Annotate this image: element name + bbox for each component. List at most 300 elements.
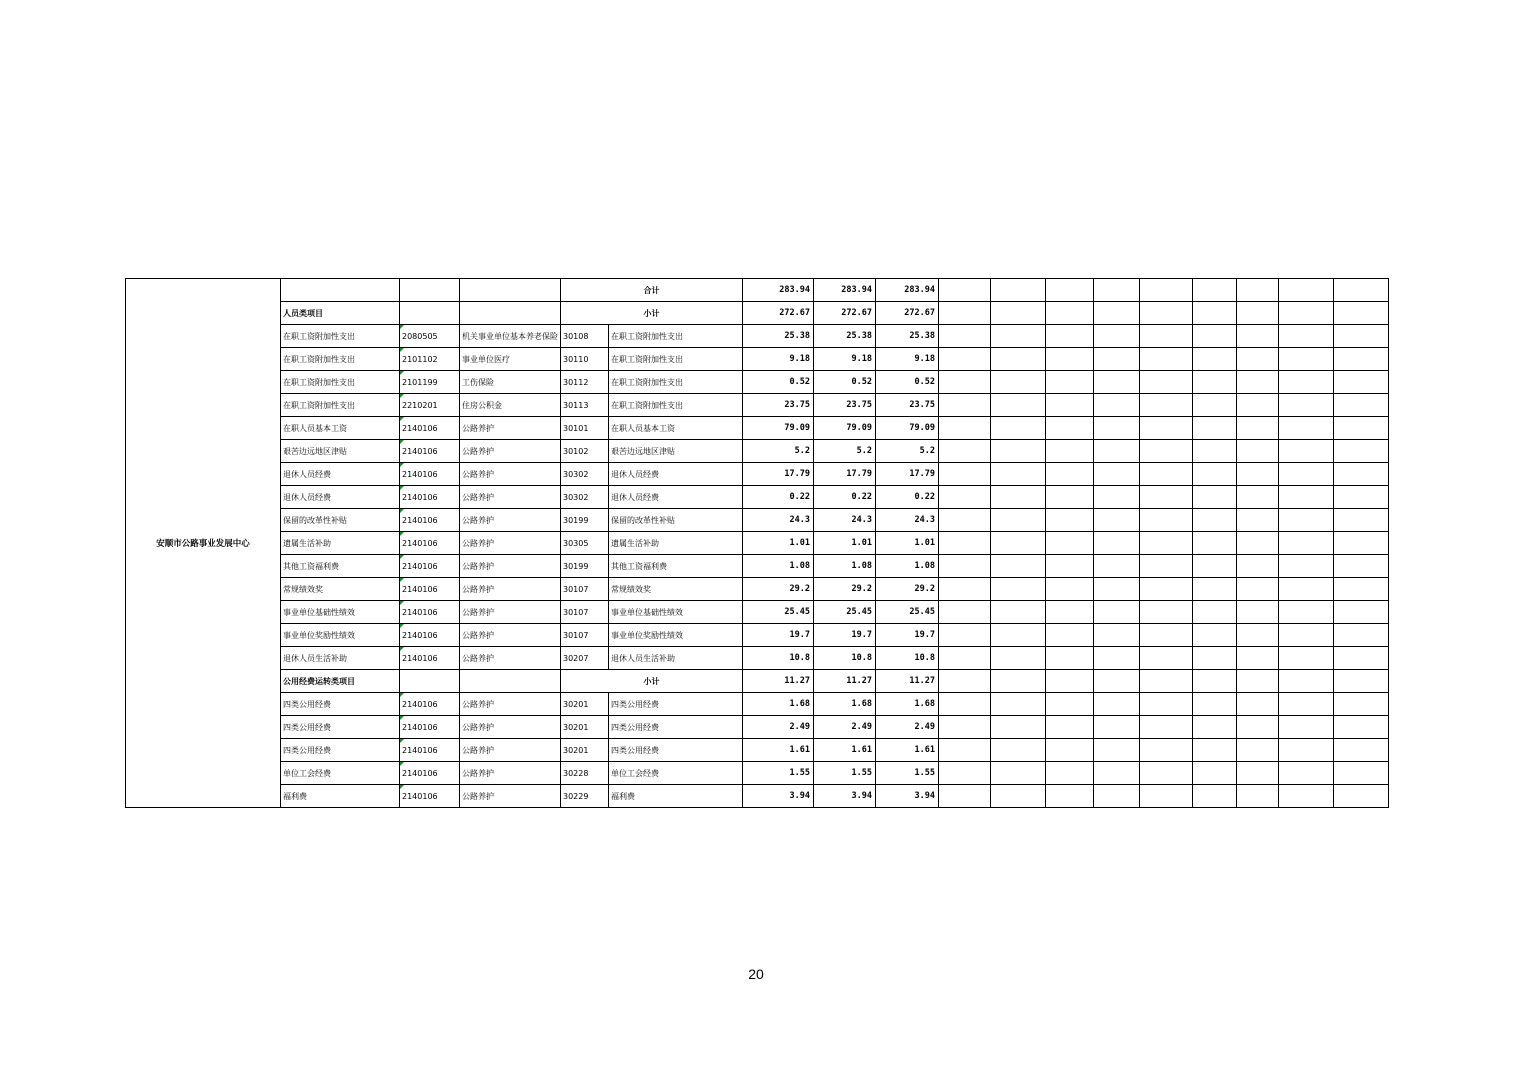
empty-cell [1094, 394, 1140, 417]
value-1: 10.8 [743, 647, 814, 670]
econ-code: 30302 [561, 486, 609, 509]
econ-name: 事业单位基础性绩效 [609, 601, 743, 624]
empty-cell [939, 440, 991, 463]
econ-name: 四类公用经费 [609, 693, 743, 716]
value-1: 9.18 [743, 348, 814, 371]
econ-name: 艰苦边远地区津贴 [609, 440, 743, 463]
empty-cell [1140, 394, 1193, 417]
func-name: 工伤保险 [460, 371, 561, 394]
value-3: 10.8 [876, 647, 939, 670]
empty-cell [1094, 440, 1140, 463]
func-name: 公路养护 [460, 716, 561, 739]
econ-name: 保留的改革性补贴 [609, 509, 743, 532]
empty-cell [991, 371, 1046, 394]
empty-cell [1237, 716, 1279, 739]
empty-cell [1046, 624, 1094, 647]
value-2: 3.94 [814, 785, 876, 808]
empty-cell [1094, 325, 1140, 348]
empty-cell [1334, 601, 1389, 624]
page-number: 20 [748, 966, 764, 982]
empty-cell [1334, 532, 1389, 555]
econ-name: 在职工资附加性支出 [609, 348, 743, 371]
empty-cell [1237, 279, 1279, 302]
empty-cell [991, 693, 1046, 716]
item-name: 事业单位基础性绩效 [281, 601, 400, 624]
personnel-value-3: 272.67 [876, 302, 939, 325]
empty-cell [1094, 279, 1140, 302]
empty-cell [991, 509, 1046, 532]
func-code: 2210201 [400, 394, 460, 417]
econ-name: 在职工资附加性支出 [609, 371, 743, 394]
empty-cell [939, 302, 991, 325]
item-name: 四类公用经费 [281, 693, 400, 716]
value-1: 1.08 [743, 555, 814, 578]
total-row [126, 279, 1389, 302]
value-2: 5.2 [814, 440, 876, 463]
item-name: 遗属生活补助 [281, 532, 400, 555]
value-1: 24.3 [743, 509, 814, 532]
empty-cell [991, 716, 1046, 739]
item-name: 保留的改革性补贴 [281, 509, 400, 532]
empty-cell [1140, 348, 1193, 371]
empty-cell [1193, 486, 1237, 509]
empty-cell [1334, 785, 1389, 808]
empty-cell [1094, 647, 1140, 670]
empty-cell [1094, 463, 1140, 486]
item-name: 退休人员经费 [281, 463, 400, 486]
value-3: 3.94 [876, 785, 939, 808]
empty-cell [939, 509, 991, 532]
empty-cell [1140, 279, 1193, 302]
empty-cell [1140, 486, 1193, 509]
empty-cell [1334, 555, 1389, 578]
empty-cell [1046, 716, 1094, 739]
personnel-subtotal-label: 小计 [561, 302, 743, 325]
func-code-cell [400, 670, 460, 693]
econ-name: 在职工资附加性支出 [609, 325, 743, 348]
total-value-3: 283.94 [876, 279, 939, 302]
empty-cell [991, 578, 1046, 601]
empty-cell [1334, 463, 1389, 486]
empty-cell [1193, 348, 1237, 371]
func-code: 2140106 [400, 647, 460, 670]
empty-cell [1279, 785, 1334, 808]
empty-cell [1094, 601, 1140, 624]
empty-cell [939, 670, 991, 693]
empty-cell [1334, 647, 1389, 670]
empty-cell [1193, 762, 1237, 785]
table-row [126, 624, 1389, 647]
func-name: 公路养护 [460, 532, 561, 555]
empty-cell [1094, 578, 1140, 601]
value-3: 19.7 [876, 624, 939, 647]
item-name: 单位工会经费 [281, 762, 400, 785]
func-code: 2140106 [400, 555, 460, 578]
empty-cell [991, 348, 1046, 371]
empty-cell [1046, 348, 1094, 371]
empty-cell [1279, 670, 1334, 693]
empty-cell [1279, 463, 1334, 486]
empty-cell [1334, 348, 1389, 371]
func-code: 2140106 [400, 578, 460, 601]
value-1: 19.7 [743, 624, 814, 647]
func-name: 公路养护 [460, 601, 561, 624]
econ-code: 30305 [561, 532, 609, 555]
econ-name: 福利费 [609, 785, 743, 808]
value-1: 23.75 [743, 394, 814, 417]
empty-cell [1334, 578, 1389, 601]
empty-cell [939, 716, 991, 739]
empty-cell [939, 739, 991, 762]
empty-cell [1094, 509, 1140, 532]
empty-cell [1046, 647, 1094, 670]
func-code: 2140106 [400, 762, 460, 785]
item-name: 艰苦边远地区津贴 [281, 440, 400, 463]
table-row [126, 509, 1389, 532]
empty-cell [1193, 785, 1237, 808]
econ-name: 退休人员生活补助 [609, 647, 743, 670]
value-2: 0.22 [814, 486, 876, 509]
empty-cell [1237, 302, 1279, 325]
func-name: 公路养护 [460, 739, 561, 762]
table-row [126, 785, 1389, 808]
empty-cell [1193, 509, 1237, 532]
empty-cell [1237, 417, 1279, 440]
value-3: 17.79 [876, 463, 939, 486]
econ-name: 退休人员经费 [609, 486, 743, 509]
empty-cell [1046, 762, 1094, 785]
value-3: 1.01 [876, 532, 939, 555]
value-2: 1.61 [814, 739, 876, 762]
value-2: 1.68 [814, 693, 876, 716]
empty-cell [1046, 532, 1094, 555]
empty-cell [1046, 670, 1094, 693]
empty-cell [1193, 670, 1237, 693]
item-name: 在职工资附加性支出 [281, 394, 400, 417]
empty-cell [1046, 394, 1094, 417]
func-code: 2140106 [400, 716, 460, 739]
public-subtotal-row [126, 670, 1389, 693]
empty-cell [991, 739, 1046, 762]
empty-cell [1094, 532, 1140, 555]
empty-cell [1094, 624, 1140, 647]
value-3: 24.3 [876, 509, 939, 532]
econ-name: 常规绩效奖 [609, 578, 743, 601]
empty-cell [1140, 302, 1193, 325]
econ-code: 30101 [561, 417, 609, 440]
econ-code: 30228 [561, 762, 609, 785]
func-code: 2140106 [400, 417, 460, 440]
empty-cell [939, 647, 991, 670]
empty-cell [939, 348, 991, 371]
empty-cell [1237, 578, 1279, 601]
empty-cell [1279, 371, 1334, 394]
econ-name: 四类公用经费 [609, 716, 743, 739]
empty-cell [991, 486, 1046, 509]
econ-code: 30107 [561, 578, 609, 601]
empty-cell [1140, 532, 1193, 555]
value-1: 5.2 [743, 440, 814, 463]
empty-cell [991, 785, 1046, 808]
empty-cell [1279, 532, 1334, 555]
func-name: 公路养护 [460, 647, 561, 670]
public-value-2: 11.27 [814, 670, 876, 693]
value-2: 2.49 [814, 716, 876, 739]
empty-cell [1193, 302, 1237, 325]
value-3: 1.68 [876, 693, 939, 716]
value-1: 79.09 [743, 417, 814, 440]
empty-cell [1279, 739, 1334, 762]
value-3: 9.18 [876, 348, 939, 371]
value-2: 79.09 [814, 417, 876, 440]
empty-cell [1193, 463, 1237, 486]
empty-cell [1094, 555, 1140, 578]
empty-cell [1046, 302, 1094, 325]
empty-cell [1279, 647, 1334, 670]
empty-cell [1140, 739, 1193, 762]
econ-name: 事业单位奖励性绩效 [609, 624, 743, 647]
func-name: 公路养护 [460, 463, 561, 486]
empty-cell [991, 601, 1046, 624]
empty-cell [1046, 440, 1094, 463]
func-name: 公路养护 [460, 762, 561, 785]
empty-cell [1334, 670, 1389, 693]
empty-cell [1046, 371, 1094, 394]
empty-cell [1140, 693, 1193, 716]
econ-code: 30107 [561, 624, 609, 647]
empty-cell [991, 762, 1046, 785]
empty-cell [1237, 670, 1279, 693]
func-name: 公路养护 [460, 624, 561, 647]
empty-cell [1334, 716, 1389, 739]
item-name: 退休人员经费 [281, 486, 400, 509]
empty-cell [1334, 279, 1389, 302]
empty-cell [1046, 417, 1094, 440]
econ-name: 遗属生活补助 [609, 532, 743, 555]
value-3: 0.22 [876, 486, 939, 509]
empty-cell [1046, 463, 1094, 486]
empty-cell [939, 279, 991, 302]
value-3: 23.75 [876, 394, 939, 417]
value-1: 1.68 [743, 693, 814, 716]
econ-code: 30201 [561, 739, 609, 762]
empty-cell [1193, 739, 1237, 762]
econ-name: 在职工资附加性支出 [609, 394, 743, 417]
empty-cell [1193, 716, 1237, 739]
empty-cell [1140, 463, 1193, 486]
empty-cell [1279, 394, 1334, 417]
empty-cell [1193, 555, 1237, 578]
econ-name: 在职人员基本工资 [609, 417, 743, 440]
empty-cell [1046, 578, 1094, 601]
empty-cell [1279, 279, 1334, 302]
empty-cell [1193, 601, 1237, 624]
empty-cell [1094, 348, 1140, 371]
func-code: 2140106 [400, 624, 460, 647]
empty-cell [991, 417, 1046, 440]
func-code: 2101199 [400, 371, 460, 394]
empty-cell [1279, 601, 1334, 624]
value-3: 25.38 [876, 325, 939, 348]
empty-cell [1237, 486, 1279, 509]
empty-cell [1094, 785, 1140, 808]
value-1: 25.38 [743, 325, 814, 348]
table-row [126, 532, 1389, 555]
empty-cell [1140, 578, 1193, 601]
empty-cell [991, 532, 1046, 555]
value-2: 19.7 [814, 624, 876, 647]
func-code: 2080505 [400, 325, 460, 348]
empty-cell [1237, 647, 1279, 670]
empty-cell [1237, 785, 1279, 808]
table-row [126, 555, 1389, 578]
func-code-cell [400, 279, 460, 302]
empty-cell [1046, 325, 1094, 348]
empty-cell [1237, 371, 1279, 394]
value-3: 1.55 [876, 762, 939, 785]
empty-cell [1193, 693, 1237, 716]
table-row [126, 486, 1389, 509]
value-2: 0.52 [814, 371, 876, 394]
econ-code: 30229 [561, 785, 609, 808]
econ-code: 30107 [561, 601, 609, 624]
empty-cell [1334, 371, 1389, 394]
table-body [126, 279, 1389, 808]
econ-name: 单位工会经费 [609, 762, 743, 785]
value-3: 79.09 [876, 417, 939, 440]
empty-cell [1140, 624, 1193, 647]
category-cell [281, 279, 400, 302]
econ-name: 其他工资福利费 [609, 555, 743, 578]
item-name: 四类公用经费 [281, 716, 400, 739]
empty-cell [939, 762, 991, 785]
total-value-2: 283.94 [814, 279, 876, 302]
table-row [126, 739, 1389, 762]
func-code: 2140106 [400, 739, 460, 762]
table-row [126, 647, 1389, 670]
empty-cell [1046, 509, 1094, 532]
econ-code: 30110 [561, 348, 609, 371]
value-2: 29.2 [814, 578, 876, 601]
empty-cell [1094, 670, 1140, 693]
func-code: 2140106 [400, 532, 460, 555]
empty-cell [991, 670, 1046, 693]
value-2: 25.45 [814, 601, 876, 624]
empty-cell [1140, 555, 1193, 578]
table-row [126, 371, 1389, 394]
empty-cell [1046, 279, 1094, 302]
func-name: 公路养护 [460, 486, 561, 509]
empty-cell [1140, 762, 1193, 785]
empty-cell [1237, 555, 1279, 578]
empty-cell [1140, 325, 1193, 348]
personnel-category: 人员类项目 [281, 302, 400, 325]
func-name: 住房公积金 [460, 394, 561, 417]
value-3: 25.45 [876, 601, 939, 624]
func-name: 公路养护 [460, 785, 561, 808]
empty-cell [1279, 486, 1334, 509]
public-value-3: 11.27 [876, 670, 939, 693]
empty-cell [1237, 440, 1279, 463]
empty-cell [939, 624, 991, 647]
econ-code: 30102 [561, 440, 609, 463]
econ-code: 30199 [561, 509, 609, 532]
item-name: 在职工资附加性支出 [281, 371, 400, 394]
total-value-1: 283.94 [743, 279, 814, 302]
func-name: 公路养护 [460, 509, 561, 532]
empty-cell [991, 555, 1046, 578]
personnel-subtotal-row [126, 302, 1389, 325]
empty-cell [1279, 578, 1334, 601]
empty-cell [1237, 762, 1279, 785]
econ-code: 30108 [561, 325, 609, 348]
value-1: 1.01 [743, 532, 814, 555]
empty-cell [939, 555, 991, 578]
empty-cell [1140, 785, 1193, 808]
empty-cell [1140, 440, 1193, 463]
empty-cell [1237, 532, 1279, 555]
value-1: 29.2 [743, 578, 814, 601]
value-2: 24.3 [814, 509, 876, 532]
empty-cell [1279, 417, 1334, 440]
func-name: 机关事业单位基本养老保险 [460, 325, 561, 348]
empty-cell [1237, 739, 1279, 762]
empty-cell [1193, 532, 1237, 555]
empty-cell [1193, 371, 1237, 394]
empty-cell [1046, 785, 1094, 808]
empty-cell [1193, 647, 1237, 670]
empty-cell [1237, 693, 1279, 716]
empty-cell [1193, 440, 1237, 463]
table-row [126, 394, 1389, 417]
empty-cell [1237, 348, 1279, 371]
budget-table [125, 278, 1389, 808]
empty-cell [1334, 394, 1389, 417]
value-2: 9.18 [814, 348, 876, 371]
econ-code: 30207 [561, 647, 609, 670]
empty-cell [1193, 325, 1237, 348]
empty-cell [1237, 624, 1279, 647]
value-2: 23.75 [814, 394, 876, 417]
econ-name: 四类公用经费 [609, 739, 743, 762]
empty-cell [1279, 302, 1334, 325]
func-name-cell [460, 670, 561, 693]
empty-cell [1334, 440, 1389, 463]
func-name: 公路养护 [460, 578, 561, 601]
empty-cell [1140, 509, 1193, 532]
empty-cell [991, 647, 1046, 670]
value-3: 0.52 [876, 371, 939, 394]
table-row [126, 601, 1389, 624]
econ-code: 30112 [561, 371, 609, 394]
table-row [126, 463, 1389, 486]
value-3: 29.2 [876, 578, 939, 601]
empty-cell [1237, 325, 1279, 348]
table-row [126, 716, 1389, 739]
empty-cell [1094, 371, 1140, 394]
empty-cell [939, 486, 991, 509]
econ-code: 30201 [561, 716, 609, 739]
empty-cell [1193, 279, 1237, 302]
econ-name: 退休人员经费 [609, 463, 743, 486]
value-1: 2.49 [743, 716, 814, 739]
empty-cell [991, 302, 1046, 325]
func-code: 2140106 [400, 463, 460, 486]
empty-cell [1193, 578, 1237, 601]
func-name-cell [460, 279, 561, 302]
empty-cell [939, 785, 991, 808]
empty-cell [1046, 486, 1094, 509]
